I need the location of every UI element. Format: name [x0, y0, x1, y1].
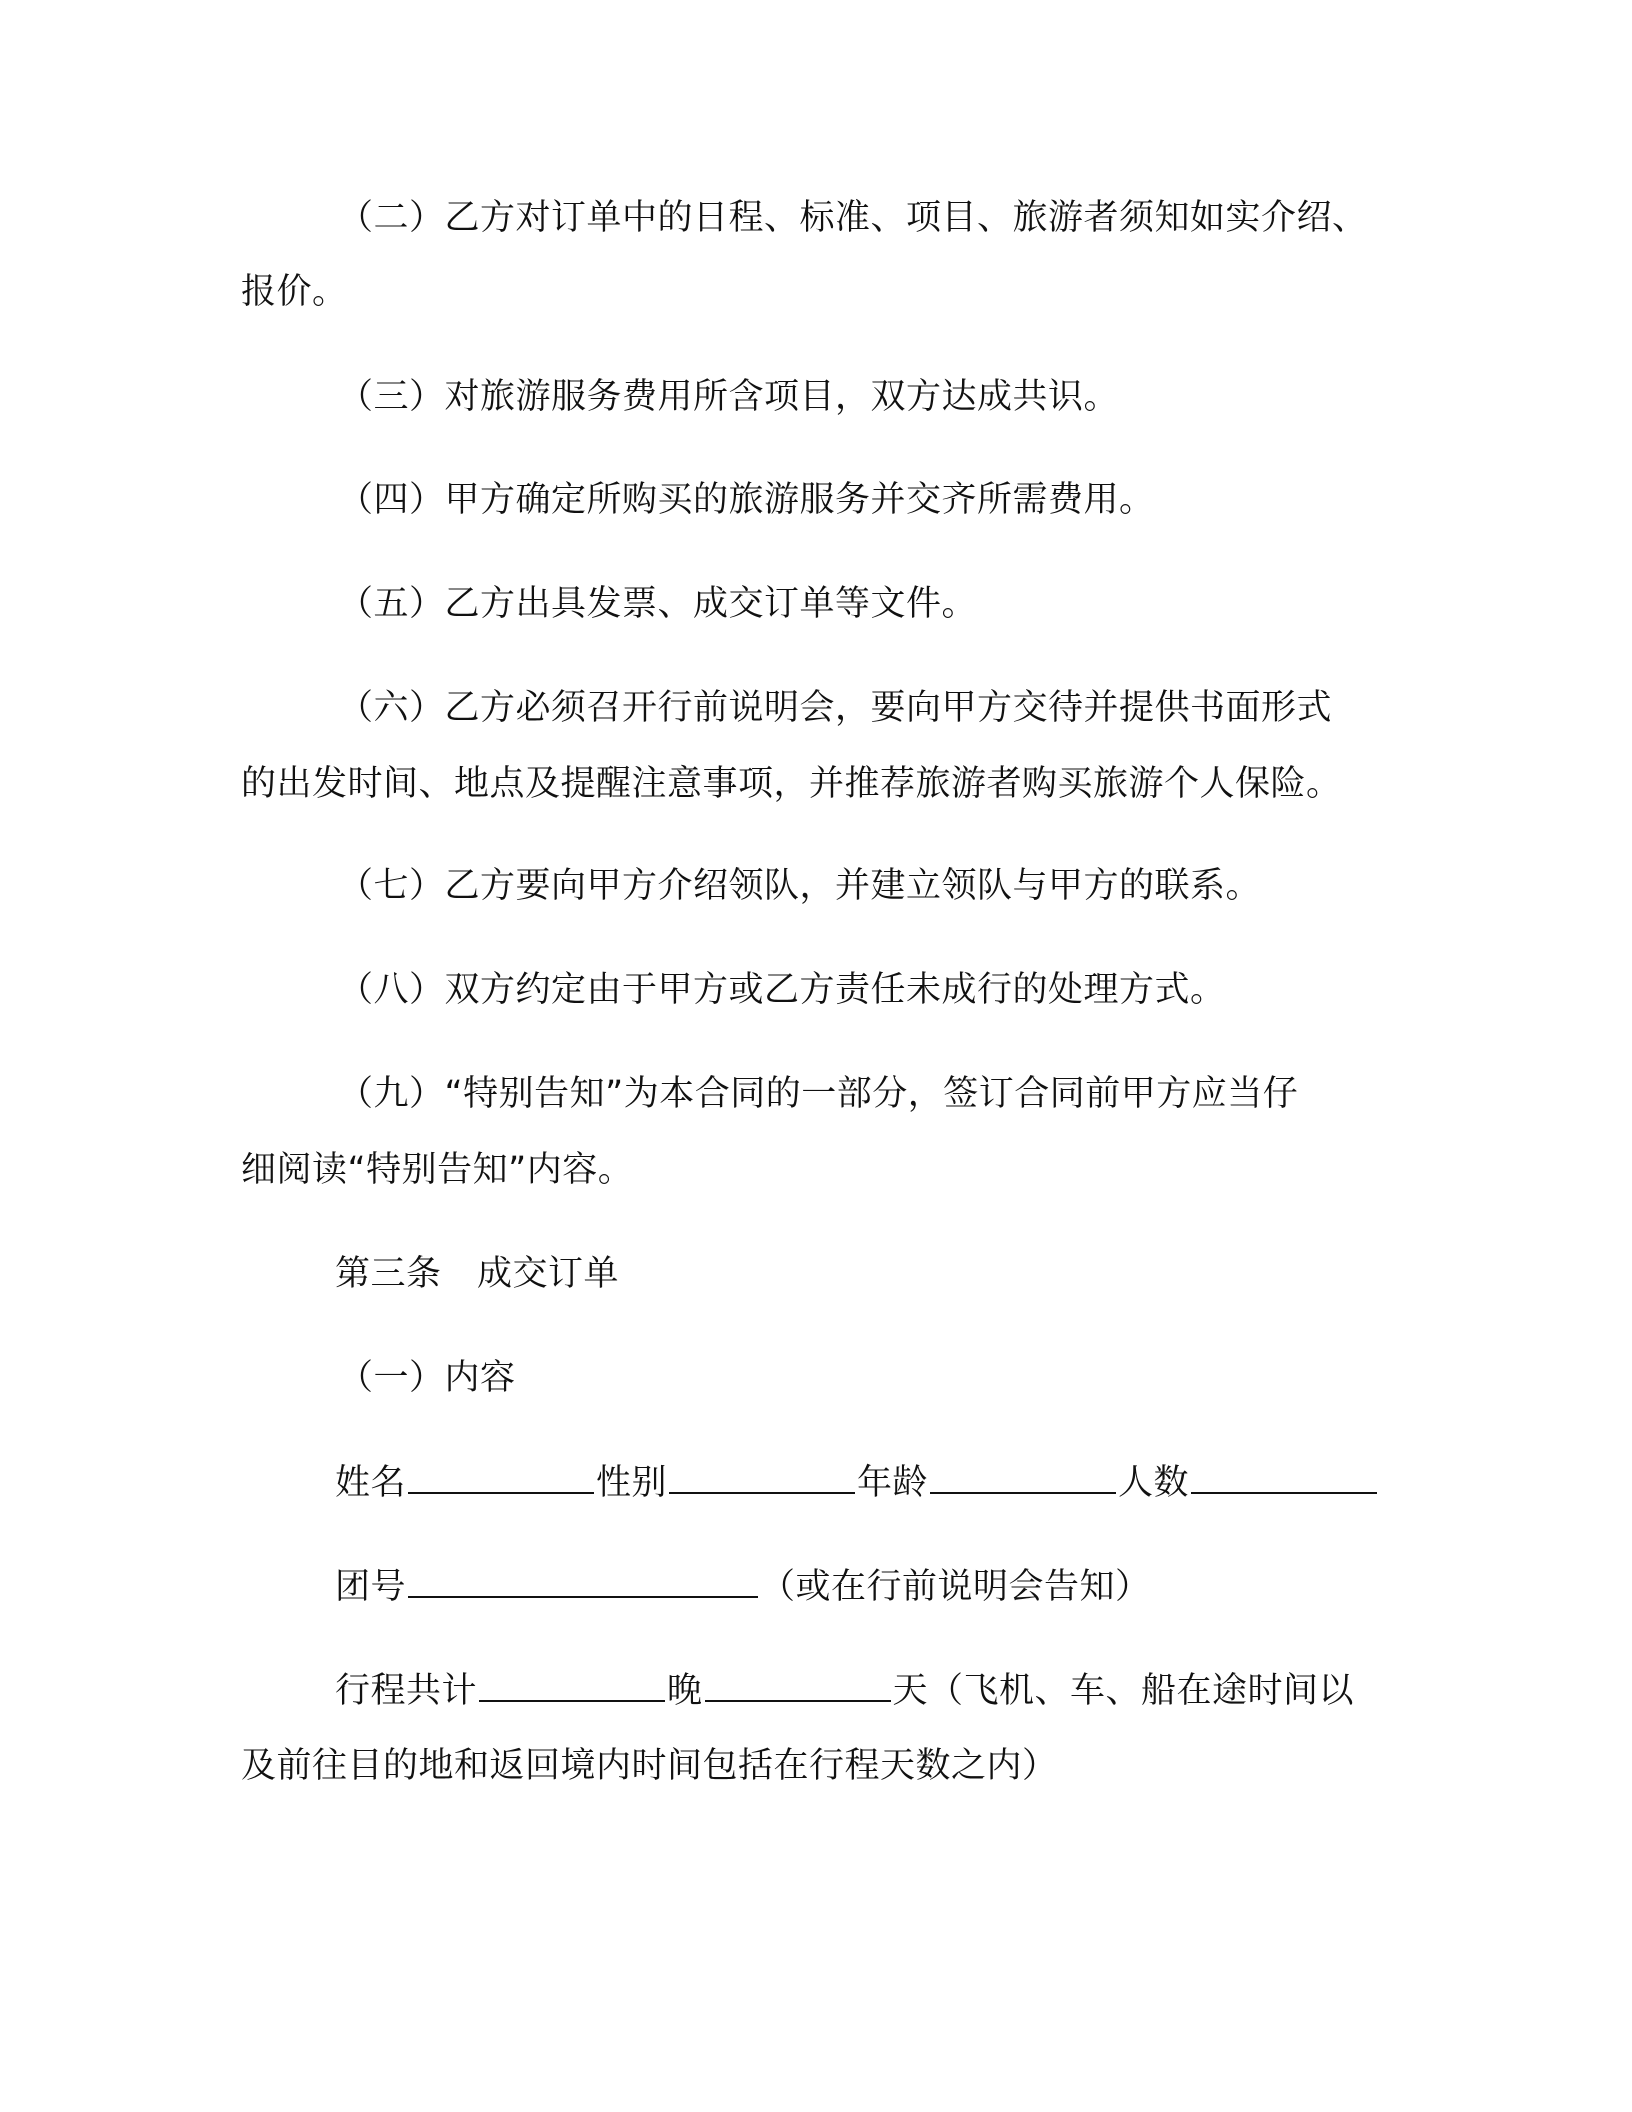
clause-9-line-1: （九）“特别告知”为本合同的一部分，签订合同前甲方应当仔 [338, 1074, 1299, 1114]
article-3-heading: 第三条 成交订单 [335, 1254, 620, 1294]
itinerary-row [335, 1668, 1354, 1713]
age-label: 年龄 [857, 1463, 929, 1503]
age-field[interactable] [930, 1460, 1116, 1494]
name-field[interactable] [408, 1460, 594, 1494]
count-label: 人数 [1118, 1463, 1190, 1503]
name-label: 姓名 [335, 1463, 407, 1503]
clause-3: （三）对旅游服务费用所含项目，双方达成共识。 [338, 377, 1120, 417]
clause-6-line-1: （六）乙方必须召开行前说明会，要向甲方交待并提供书面形式 [338, 688, 1333, 728]
days-label: 天（飞机、车、船在途时间以 [892, 1671, 1355, 1711]
group-number-field[interactable] [408, 1564, 758, 1598]
gender-label: 性别 [596, 1463, 668, 1503]
gender-field[interactable] [669, 1460, 855, 1494]
clause-2-line-1: （二）乙方对订单中的日程、标准、项目、旅游者须知如实介绍、 [338, 198, 1368, 238]
nights-label: 晚 [667, 1671, 703, 1711]
group-number-row [335, 1564, 1151, 1609]
clause-7: （七）乙方要向甲方介绍领队，并建立领队与甲方的联系。 [338, 866, 1262, 906]
clause-9-line-2: 细阅读“特别告知”内容。 [241, 1150, 634, 1190]
personal-info-row [335, 1460, 1379, 1505]
clause-6-line-2: 的出发时间、地点及提醒注意事项，并推荐旅游者购买旅游个人保险。 [241, 764, 1342, 804]
nights-field[interactable] [479, 1668, 665, 1702]
itinerary-label: 行程共计 [335, 1671, 478, 1711]
group-label: 团号 [335, 1567, 407, 1607]
clause-4: （四）甲方确定所购买的旅游服务并交齐所需费用。 [338, 480, 1155, 520]
count-field[interactable] [1191, 1460, 1377, 1494]
content-subheading: （一）内容 [338, 1358, 516, 1398]
itinerary-note: 及前往目的地和返回境内时间包括在行程天数之内） [241, 1746, 1058, 1786]
clause-2-line-2: 报价。 [241, 272, 348, 312]
clause-5: （五）乙方出具发票、成交订单等文件。 [338, 584, 978, 624]
clause-8: （八）双方约定由于甲方或乙方责任未成行的处理方式。 [338, 970, 1226, 1010]
days-field[interactable] [705, 1668, 891, 1702]
group-note: （或在行前说明会告知） [760, 1567, 1151, 1607]
